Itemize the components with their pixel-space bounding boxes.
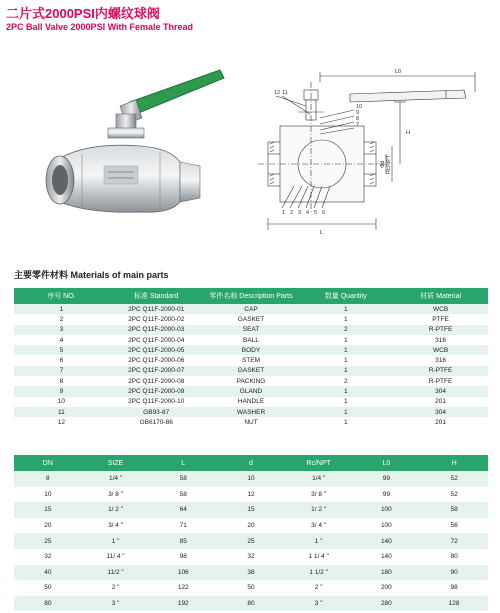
table-cell: CAP <box>204 304 299 314</box>
table-cell: 4 <box>59 336 64 344</box>
table-cell: 1 <box>298 386 393 396</box>
table-cell: 10 <box>217 471 285 487</box>
parts-section-title: 主要零件材料 Materials of main parts <box>14 270 169 280</box>
dim-l-label: L <box>320 230 324 236</box>
table-cell: 3/ 8 " <box>311 490 327 498</box>
table-cell: 90 <box>420 565 488 581</box>
table-cell: 1 <box>298 407 393 417</box>
table-cell: 1 1/2 " <box>285 565 353 581</box>
table-cell: WASHER <box>204 407 299 417</box>
table-cell: 2 <box>343 377 348 385</box>
table-row <box>14 325 488 335</box>
table-cell: 52 <box>450 490 458 498</box>
table-cell: 140 <box>380 553 392 561</box>
table-cell: WCB <box>393 304 488 314</box>
table-cell: 58 <box>149 471 217 487</box>
table-cell: 11/2 " <box>82 565 150 581</box>
table-cell: 32 <box>247 553 255 561</box>
dim-l0-label: L0 <box>395 69 402 75</box>
table-cell: GB6170-86 <box>139 418 173 426</box>
table-cell: 32 <box>44 553 52 561</box>
table-row <box>14 355 488 365</box>
table-cell: 1 1/ 4 " <box>308 553 329 561</box>
table-cell: GASKET <box>204 366 299 376</box>
table-cell: 1 <box>298 345 393 355</box>
table-cell: 2PC Q11F-2000-01 <box>109 304 204 314</box>
table-row <box>14 366 488 376</box>
table-row <box>14 407 488 417</box>
table-cell: GASKET <box>237 315 265 323</box>
col-l0: L0 <box>353 455 421 471</box>
callout-3: 3 <box>298 210 302 216</box>
callout-6: 6 <box>322 210 326 216</box>
table-cell: PACKING <box>236 377 266 385</box>
col-quantity: 数量 Quantity <box>298 288 393 304</box>
col-h: H <box>420 455 488 471</box>
table-cell: 1/ 2 " <box>82 502 150 518</box>
table-row <box>14 376 488 386</box>
table-cell: 15 <box>14 502 82 518</box>
table-cell: 2PC Q11F-2000-09 <box>109 386 204 396</box>
table-cell: 8 <box>59 377 64 385</box>
table-cell: R-PTFE <box>428 377 453 385</box>
table-cell: 316 <box>435 336 447 344</box>
dim-d-label: Φd <box>380 160 386 168</box>
table-cell: 2 <box>59 315 64 323</box>
table-cell: 3/ 4 " <box>311 522 327 530</box>
table-cell: 20 <box>247 522 255 530</box>
table-cell: 25 <box>14 533 82 549</box>
table-cell: 1 <box>343 398 348 406</box>
callout-9: 9 <box>356 110 360 116</box>
callout-12: 12 <box>274 90 281 96</box>
table-cell: 11/ 4 " <box>106 553 125 561</box>
table-row <box>14 397 488 407</box>
table-cell: 98 <box>450 584 458 592</box>
col-d: d <box>217 455 285 471</box>
page-title-cn: 二片式2000PSI内螺纹球阀 <box>6 6 160 21</box>
table-cell: NUT <box>244 418 258 426</box>
table-cell: 128 <box>420 596 488 612</box>
table-row <box>14 549 488 565</box>
callout-2: 2 <box>290 210 294 216</box>
table-row <box>14 596 488 612</box>
table-cell: 201 <box>435 418 447 426</box>
parts-table-header <box>14 288 488 304</box>
table-cell: 11 <box>14 407 109 417</box>
table-cell: GB93-87 <box>109 407 204 417</box>
table-cell: 2PC Q11F-2000-02 <box>128 315 185 323</box>
table-cell: 56 <box>450 522 458 530</box>
table-cell: 12 <box>57 418 66 426</box>
table-cell: 20 <box>44 522 52 530</box>
table-cell: 2PC Q11F-2000-08 <box>128 377 185 385</box>
table-row <box>14 502 488 518</box>
table-cell: 280 <box>353 596 421 612</box>
table-cell: 1/4 " <box>285 471 353 487</box>
table-cell: 100 <box>380 522 392 530</box>
table-cell: 1 " <box>285 533 353 549</box>
table-cell: BODY <box>204 345 299 355</box>
table-row <box>14 533 488 549</box>
table-cell: 50 <box>44 584 52 592</box>
table-cell: 180 <box>353 565 421 581</box>
col-dn: DN <box>14 455 82 471</box>
table-cell: HANDLE <box>237 398 265 406</box>
col-rc-npt: Rc/NPT <box>285 455 353 471</box>
table-cell: 1 <box>343 357 348 365</box>
table-cell: 38 <box>217 565 285 581</box>
table-cell: 1 <box>343 315 348 323</box>
table-row <box>14 580 488 596</box>
table-cell: 85 <box>149 533 217 549</box>
table-cell: 2PC Q11F-2000-04 <box>128 336 185 344</box>
table-cell: 7 <box>14 366 109 376</box>
table-row <box>14 345 488 355</box>
table-row <box>14 565 488 581</box>
table-cell: 1 <box>298 304 393 314</box>
table-cell: 10 <box>44 490 52 498</box>
table-row <box>14 417 488 427</box>
table-cell: 52 <box>420 471 488 487</box>
col-no: 序号 NO. <box>14 288 109 304</box>
table-cell: R-PTFE <box>393 366 488 376</box>
col-material: 材质 Material <box>393 288 488 304</box>
valve-section-drawing <box>250 62 490 242</box>
table-row <box>14 304 488 314</box>
table-cell: 200 <box>380 584 392 592</box>
table-cell: 10 <box>57 398 66 406</box>
table-cell: 2PC Q11F-2000-05 <box>109 345 204 355</box>
table-row <box>14 386 488 396</box>
table-cell: 2PC Q11F-2000-06 <box>128 357 185 365</box>
table-cell: 2PC Q11F-2000-07 <box>109 366 204 376</box>
table-cell: BALL <box>243 336 259 344</box>
table-cell: 80 <box>217 596 285 612</box>
table-cell: 98 <box>179 553 187 561</box>
table-cell: 304 <box>393 386 488 396</box>
table-cell: 80 <box>14 596 82 612</box>
dims-table-header <box>14 455 488 471</box>
table-row <box>14 518 488 534</box>
table-cell: 8 <box>14 471 82 487</box>
table-cell: 106 <box>149 565 217 581</box>
table-cell: 3 " <box>285 596 353 612</box>
table-cell: STEM <box>241 357 261 365</box>
parts-table <box>14 288 488 428</box>
table-cell: 15 <box>217 502 285 518</box>
table-cell: 71 <box>179 522 187 530</box>
table-row <box>14 487 488 503</box>
col-size: SIZE <box>82 455 150 471</box>
table-cell: 25 <box>217 533 285 549</box>
table-cell: 2 " <box>314 584 323 592</box>
table-cell: 3 " <box>82 596 150 612</box>
callout-7: 7 <box>356 122 360 128</box>
table-cell: WCB <box>393 345 488 355</box>
table-cell: 50 <box>247 584 255 592</box>
table-cell: 6 <box>59 357 64 365</box>
dimensions-table <box>14 455 488 611</box>
table-cell: 99 <box>353 471 421 487</box>
callout-8: 8 <box>356 116 360 122</box>
col-l: L <box>149 455 217 471</box>
col-standard: 标准 Standard <box>109 288 204 304</box>
valve-photo <box>20 62 238 232</box>
dim-h-label: H <box>406 130 410 136</box>
callout-4: 4 <box>306 210 310 216</box>
table-cell: 1/4 " <box>82 471 150 487</box>
table-cell: 1 <box>343 418 348 426</box>
table-cell: 1 <box>14 304 109 314</box>
table-cell: 72 <box>420 533 488 549</box>
table-row <box>14 335 488 345</box>
table-cell: GLAND <box>204 386 299 396</box>
callout-5: 5 <box>314 210 318 216</box>
table-row <box>14 314 488 324</box>
table-cell: 12 <box>247 490 255 498</box>
dim-rc-label: Rc/NPT <box>386 154 392 174</box>
col-description: 零件名称 Description Parts <box>204 288 299 304</box>
table-cell: 1/ 2 " <box>285 502 353 518</box>
table-cell: 140 <box>353 533 421 549</box>
table-cell: 40 <box>14 565 82 581</box>
table-cell: 1 <box>343 336 348 344</box>
table-cell: 201 <box>435 398 447 406</box>
table-cell: 3/ 8 " <box>108 490 124 498</box>
table-cell: 2 " <box>111 584 120 592</box>
table-cell: 5 <box>14 345 109 355</box>
page-title-en: 2PC Ball Valve 2000PSI With Female Thread <box>6 22 194 32</box>
table-cell: 122 <box>177 584 189 592</box>
table-cell: 1 <box>298 366 393 376</box>
table-cell: 2 <box>298 325 393 335</box>
table-cell: 9 <box>14 386 109 396</box>
table-cell: SEAT <box>204 325 299 335</box>
callout-1: 1 <box>282 210 286 216</box>
table-cell: 304 <box>393 407 488 417</box>
table-cell: R-PTFE <box>393 325 488 335</box>
table-cell: 64 <box>149 502 217 518</box>
table-row <box>14 471 488 487</box>
table-cell: 1 " <box>82 533 150 549</box>
table-cell: 2PC Q11F-2000-03 <box>109 325 204 335</box>
table-cell: 99 <box>382 490 390 498</box>
table-cell: 192 <box>149 596 217 612</box>
table-cell: 80 <box>450 553 458 561</box>
table-cell: 58 <box>179 490 187 498</box>
table-cell: 2PC Q11F-2000-10 <box>128 398 185 406</box>
callout-10: 10 <box>356 104 363 110</box>
table-cell: 3 <box>14 325 109 335</box>
table-cell: PTFE <box>432 315 449 323</box>
table-cell: 100 <box>353 502 421 518</box>
table-cell: 3/ 4 " <box>108 522 124 530</box>
table-cell: 316 <box>435 357 447 365</box>
callout-11: 11 <box>282 90 288 96</box>
table-cell: 58 <box>420 502 488 518</box>
